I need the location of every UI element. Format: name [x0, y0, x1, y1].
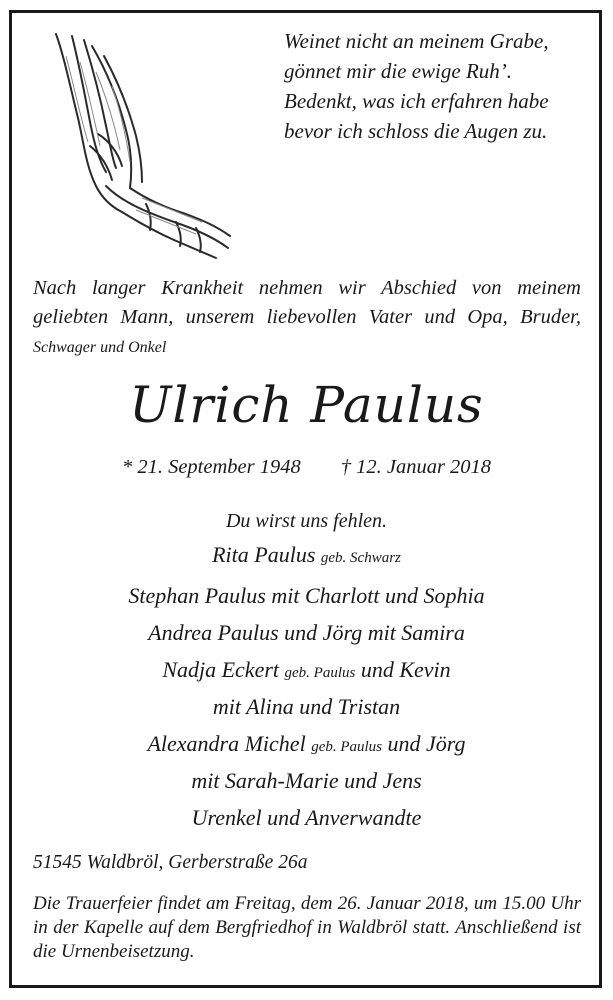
birth-date: * 21. September 1948 — [121, 456, 301, 478]
line6-rest: und Jörg — [387, 731, 466, 756]
poem-line: gönnet mir die ewige Ruh’. — [284, 59, 513, 83]
line6-nee: geb. Paulus — [311, 739, 383, 755]
family-line: Andrea Paulus und Jörg mit Samira — [148, 620, 465, 645]
poem-line: Weinet nicht an meinem Grabe, — [284, 29, 549, 53]
family-line: Stephan Paulus mit Charlott und Sophia — [128, 583, 485, 608]
address: 51545 Waldbröl, Gerberstraße 26a — [33, 852, 308, 873]
family-line — [0, 727, 613, 764]
line4-nee: geb. Paulus — [284, 665, 356, 681]
wife-nee: geb. Schwarz — [320, 550, 401, 566]
service-notice: Die Trauerfeier findet am Freitag, dem 26. Januar 2018, um 15.00 Uhr in der Kapelle auf dem Bergfriedhof in Waldbröl statt. Anschließend ist die Urnenbeisetzung. — [33, 893, 581, 962]
farewell-line: Du wirst uns fehlen. — [225, 510, 388, 532]
line6-name: Alexandra Michel — [147, 731, 306, 756]
line4-name: Nadja Eckert — [162, 657, 280, 682]
poem-line: bevor ich schloss die Augen zu. — [284, 119, 548, 143]
death-date: † 12. Januar 2018 — [340, 456, 492, 478]
family-line: mit Alina und Tristan — [212, 694, 401, 719]
intro-main: Nach langer Krankheit nehmen wir Abschied von meinem geliebten Mann, unserem liebevollen Vater und Opa, Bruder, — [33, 277, 581, 328]
praying-hands-icon — [26, 26, 238, 262]
family-line: Urenkel und Anverwandte — [191, 805, 422, 830]
intro-small: Schwager und Onkel — [33, 339, 167, 356]
wife-name: Rita Paulus — [212, 542, 316, 567]
family-line: mit Sarah-Marie und Jens — [191, 768, 422, 793]
intro-paragraph — [33, 274, 581, 362]
poem-line: Bedenkt, was ich erfahren habe — [284, 89, 549, 113]
poem — [284, 26, 584, 146]
deceased-name: Ulrich Paulus — [129, 376, 484, 434]
family-line — [0, 653, 613, 690]
family-list — [0, 506, 613, 834]
line4-rest: und Kevin — [360, 657, 451, 682]
family-line — [0, 538, 613, 575]
life-dates — [0, 456, 613, 479]
